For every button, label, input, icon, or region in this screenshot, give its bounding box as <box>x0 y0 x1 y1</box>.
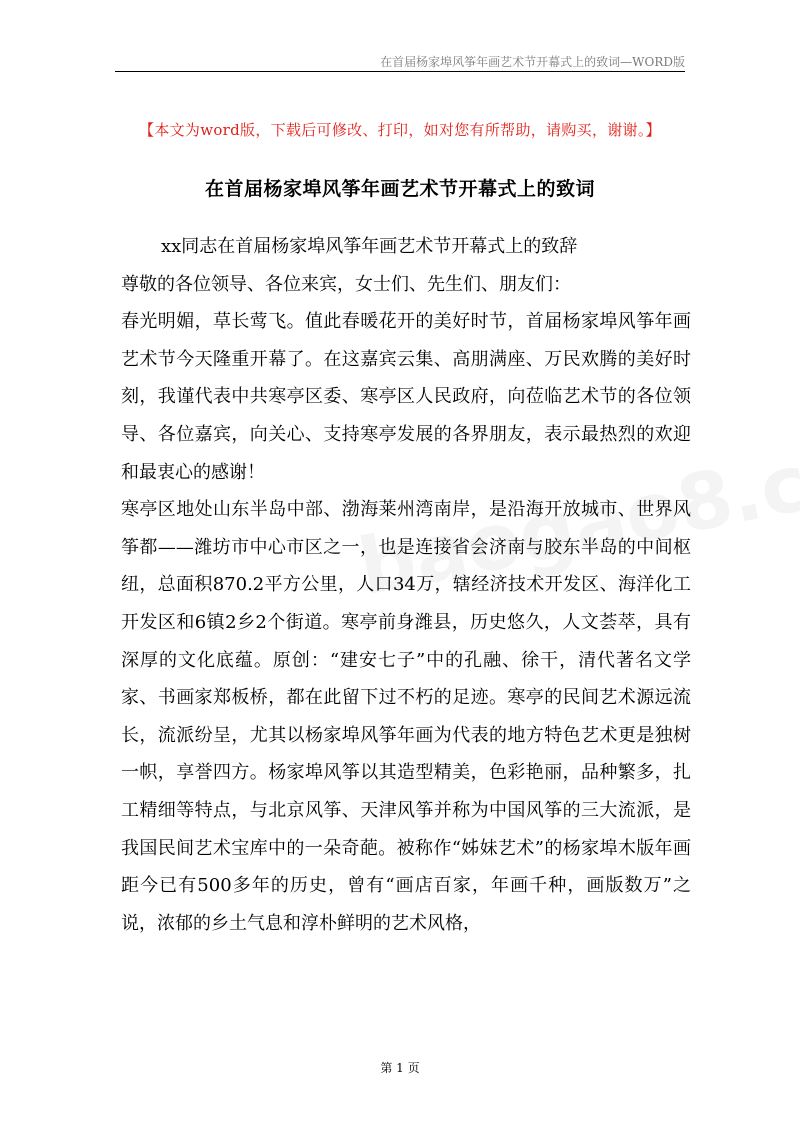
paragraph-subtitle: xx同志在首届杨家埠风筝年画艺术节开幕式上的致辞 <box>161 236 578 257</box>
document-body <box>121 228 691 942</box>
purchase-notice: 【本文为word版，下载后可修改、打印，如对您有所帮助，请购买，谢谢。】 <box>139 121 661 139</box>
document-title: 在首届杨家埠风筝年画艺术节开幕式上的致词 <box>204 178 595 200</box>
page-number: 第 1 页 <box>380 1061 420 1075</box>
header-divider <box>115 71 685 72</box>
running-header: 在首届杨家埠风筝年画艺术节开幕式上的致词—WORD版 <box>380 55 685 69</box>
paragraph-salutation: 尊敬的各位领导、各位来宾，女士们、先生们、朋友们： <box>121 273 571 295</box>
paragraph-introduction: 寒亭区地处山东半岛中部、渤海莱州湾南岸，是沿海开放城市、世界风筝都——潍坊市中心市区之一，也是连接省会济南与胶东半岛的中间枢纽，总面积870.2平方公里，人口34万，辖经济技术开发区、海洋化工开发区和6镇2乡2个街道。寒亭前身潍县，历史悠久，人文荟萃，具有深厚的文化底蕴。原创：“建安七子”中的孔融、徐干，清代著名文学家、书画家郑板桥，都在此留下过不朽的足迹。寒亭的民间艺术源远流长，流派纷呈，尤其以杨家埠风筝年画为代表的地方特色艺术更是独树一帜，享誉四方。杨家埠风筝以其造型精美，色彩艳丽，品种繁多，扎工精细等特点，与北京风筝、天津风筝并称为中国风筝的三大流派，是我国民间艺术宝库中的一朵奇葩。被称作“姊妹艺术”的杨家埠木版年画距今已有500多年的历史，曾有“画店百家，年画千种，画版数万”之说，浓郁的乡土气息和淳朴鲜明的艺术风格， <box>121 499 691 934</box>
paragraph-welcome: 春光明媚，草长莺飞。值此春暖花开的美好时节，首届杨家埠风筝年画艺术节今天隆重开幕了。在这嘉宾云集、高朋满座、万民欢腾的美好时刻，我谨代表中共寒亭区委、寒亭区人民政府，向莅临艺术节的各位领导、各位嘉宾，向关心、支持寒亭发展的各界朋友，表示最热烈的欢迎和最衷心的感谢！ <box>121 311 691 483</box>
